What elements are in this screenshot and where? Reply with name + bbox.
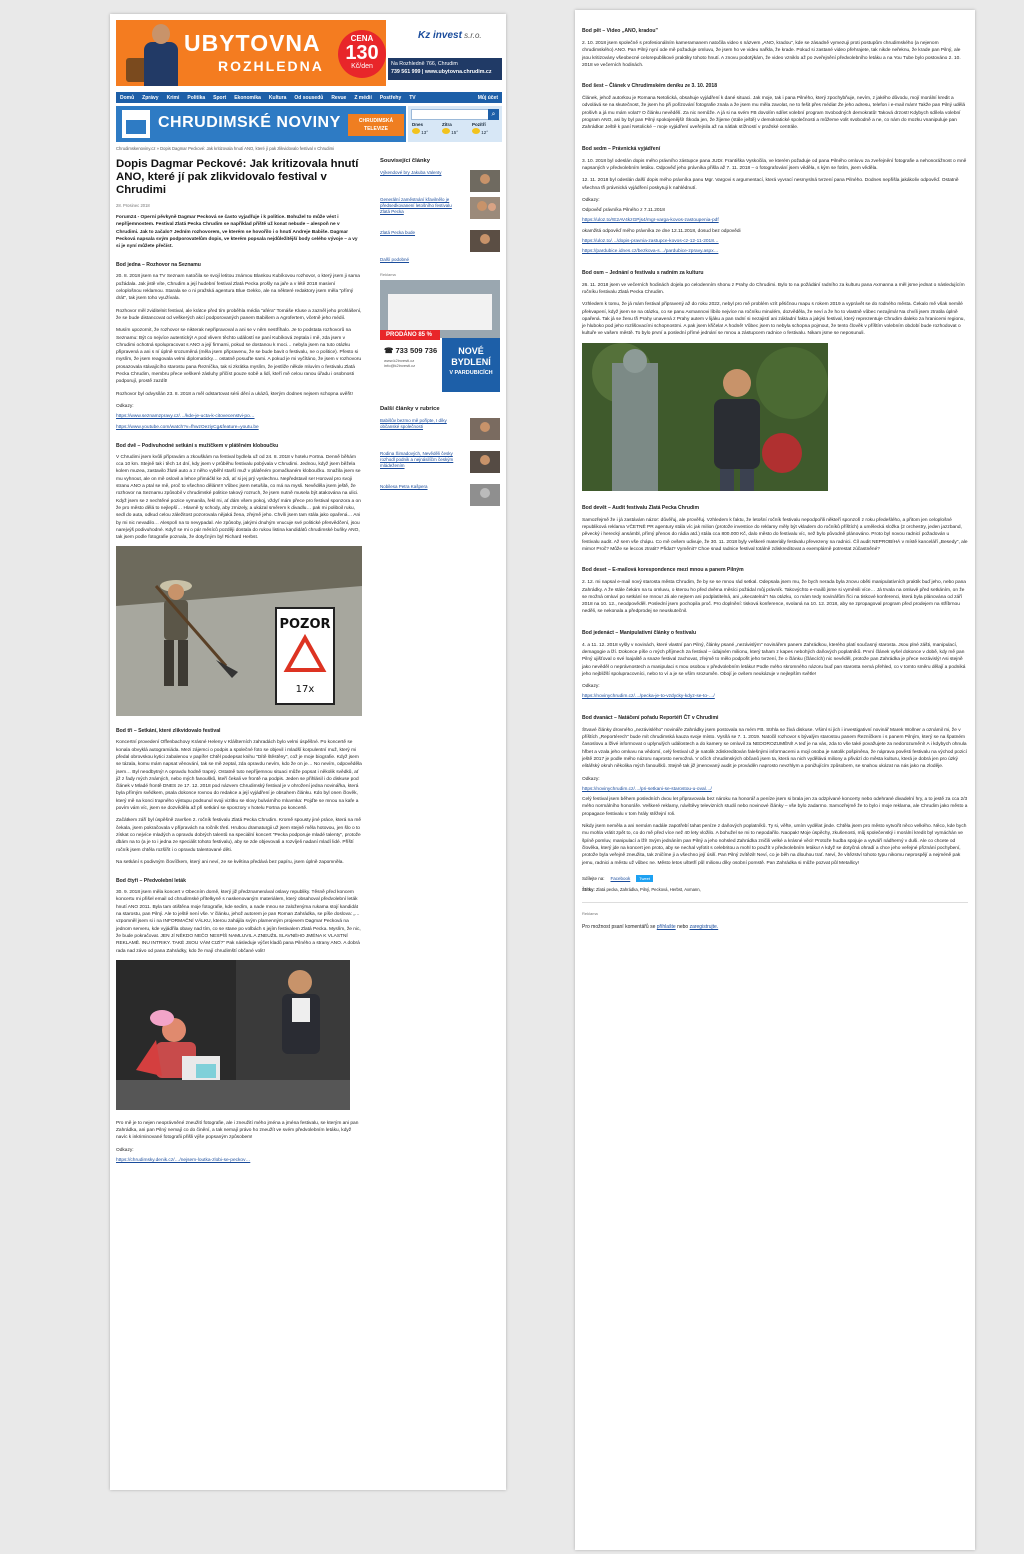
related-link[interactable]: Výkendové bry Jakuba Valenty bbox=[380, 170, 442, 175]
site-title: CHRUDIMSKÉ NOVINY bbox=[158, 114, 341, 131]
tags-list[interactable]: Zlatá pecka, Zahrádka, Pilný, Pecková, Herbst, Axmann, bbox=[595, 886, 701, 892]
ref-link[interactable]: https://www.seznamzpravy.cz/…/kde-je-ucta-k-citovecenstvi-po… bbox=[116, 414, 255, 420]
refs-label: Odkazy: bbox=[116, 403, 134, 409]
paragraph: 20. 8. 2018 jsem na TV Seznam natočila se svojí letitou známou Blankou Kubíkovou rozhovor, o který jsem ji sama požádala. Jak jistě víte, Chrudim a její hudební festival Zlatá Pecka prošly na jaře a v létě 2018 masivní celoplošnou reklamou. Starala se o ni pražská agentura Blue Gekko, ale na některé redaktory jsem měla "přímý drát", tak jsem toho využívala. bbox=[116, 274, 360, 302]
share-label: Sdílejte na: bbox=[582, 875, 605, 881]
nav-item[interactable]: Od sousedů bbox=[294, 94, 324, 101]
ref-link[interactable]: https://chrudimsky.denik.cz/…/nejsem-loutka-zlobi-se-peckov… bbox=[116, 1158, 251, 1163]
related-link[interactable]: Zlatá Pecka bude bbox=[380, 230, 416, 235]
refs-label: Odkazy: bbox=[582, 197, 600, 203]
facebook-share-link[interactable]: Facebook bbox=[610, 875, 631, 881]
related-title: Související články bbox=[380, 158, 430, 164]
paragraph: 12. 11. 2018 byl odeslán další dopis mého právníka panu Mgr. Vargovi s argumentací, která vyvrací nesmyslná tvrzení pana Pilného. Dodnes nepřišla jakákoliv odpověď. Ostatně všechna tři právnická vyjádření poskytuji k nahlédnutí. bbox=[582, 178, 959, 191]
weather-today: Dnes 13° bbox=[412, 122, 429, 135]
tags bbox=[582, 887, 968, 892]
related-thumbnail[interactable] bbox=[470, 170, 500, 192]
ref-text: okamžitá odpověď mého právníka ze dne 12.11.2018, dosud bez odpovědi bbox=[582, 228, 741, 234]
ref-link[interactable]: https://uloz.to/…/dopis-pravnia-zastupce-kovos-cz-12-11-2018… bbox=[582, 239, 719, 245]
ad-label: Reklama bbox=[380, 272, 396, 277]
sun-icon bbox=[412, 128, 420, 134]
ad-banner-person bbox=[144, 24, 178, 86]
refs-label: Odkazy: bbox=[582, 776, 600, 782]
login-link[interactable]: přihlašte bbox=[656, 923, 676, 930]
rubric-link[interactable]: Rodina Šimadových, Nevěděli česky rozhodl podnik a nejnásilíčm českým mládežením bbox=[380, 451, 454, 468]
section-heading: Bod devět – Audit festivalu Zlatá Pecka Chrudim bbox=[582, 504, 699, 511]
rubric-link[interactable]: Babišův bezmo mě pořípte, I díky občanské společnosti bbox=[380, 418, 447, 429]
nav-item[interactable]: Krimi bbox=[166, 94, 180, 101]
ad-banner-right bbox=[388, 20, 502, 86]
nav-item[interactable]: Domů bbox=[120, 94, 135, 101]
search-input[interactable] bbox=[411, 109, 489, 120]
related-item[interactable] bbox=[380, 197, 500, 225]
rubric-item[interactable] bbox=[380, 451, 500, 479]
ref-link[interactable]: https://pardubice.idnes.cz/bezkova-s…/pardubice-zpravy.aspx… bbox=[582, 249, 719, 255]
paragraph: Na setkání s podivným človíčkem, který ani neví, ze se květina předává bez papíru, jsem úplně zapomněla. bbox=[116, 859, 344, 865]
site-header bbox=[116, 106, 502, 142]
rubric-item[interactable] bbox=[380, 484, 500, 506]
photo-man-by-statue bbox=[582, 343, 828, 491]
search-weather-box bbox=[408, 106, 502, 142]
ad-sold-badge: PRODÁNO 85 % bbox=[380, 330, 440, 340]
tweet-button[interactable]: Tweet bbox=[636, 875, 653, 882]
paragraph: Vzhledem k tomu, že já mám festival připravený až do roku 2022, nebyl pro mě problém vzít pětičnou mapu s rokem 2019 a vyprávět se do rodného města. Čekalo mě však nemilé překvapení, když jsem se na otázku, co se panu Axmannovi líbilo nejvíce na ročníku minulém, dozvěděla, že neví a že ho to vlastně vůbec nezajímá! Na chvíli jsem ztratila úplně opařená. Tak já se ženu tři Prahy unavená z Prahy autem v lijáku a pan radní si nezajistí ani základní fakta a jakýsi festival, který reprezentuje Chrudim daleko za hranicemi regionu, je hluboko pod jeho rozlišovacími schopnostmi. A pak jsem křičela! A hodně! Vůbec jsem to nebyla schopna pojmout, že tento člověk v příštím volebním období bude rozhodovat o kultuře ve vašem městě. To bylo první a poslední přímé jednání se mnou a zástupcem radnice o festivalu. Nikam jsme se neposunuli. bbox=[582, 302, 965, 337]
paragraph: 26. 11. 2018 jsem ve večerních hodinách dojela po celodenním shonu z Prahy do Chrudimi. Bylo to na požádání radního za kulturu pana Axmanna a měl jsme jednat o následujícím ročníku festivalu Zlatá Pecka Chrudim. bbox=[582, 282, 965, 295]
section-heading: Bod čtyři – Předvolební leták bbox=[116, 878, 186, 885]
ad-contact: www.k2investi.cz info@k2investi.cz bbox=[384, 358, 416, 368]
rubric-title: Další články v rubrice bbox=[380, 406, 440, 412]
ad-nove-bydleni[interactable] bbox=[380, 272, 500, 392]
article-page-left bbox=[110, 14, 506, 1490]
article bbox=[116, 158, 362, 1167]
ad-title-box: NOVÉ BYDLENÍ V PARDUBICÍCH bbox=[442, 338, 500, 392]
newspaper-icon bbox=[122, 110, 150, 138]
paragraph: Koncertní provedení Offenbachovy Krásné Heleny v Klášterních zahradách bylo velmi úspěšné. Po koncertě se konala obvyklá autogramiáda. Mezi zájemci o podpis a společné foto se objevil i mladší korpulentní muž, který mi předal obrovskou kytici zabalenou v papíře! Chtěl podepsat knihu "Dítě štěstěny", což je moje biografie. Když jsem se tázala, komu mám napsat věnování, tak se mě zeptal, zda opravdu nevím, kdo že on je… No nevím, odpověděla jsem… Byl neodbytný! A opravdu hodně trapný. Ostatně tuto nepříjemnou situaci může popsat i několik svědků, ať již z řady mých známých, nebo mých fanoušků, kteří čekali ve frontě na podpis. Jeden se přihlásil i do diskuse pod článek v Mladé frontě DNES ze 17. 12. 2018 pod názvem Chrudimský festival je v ohrožení jedna novinářka, která byla přímým svědkem, psala dokonce rovnou do redakce a její vyjádření je obsahem článku. Kdo byl onen člověk, který mě na konci trapného výstupu podsunul svoji vizitku se slovy bulvárního mluvmka: Pojďte se mnou na kafe a povím vám víc, jsem se dozvěděla až při setkání se sponzory v hotelu Fortna po koncertě. bbox=[116, 740, 362, 812]
site-logo-bar[interactable] bbox=[116, 106, 406, 142]
paragraph: 2. 12. mi napsal e-mail nový starosta města Chrudim, že by se se mnou rád setkal. Odepsala jsem mu, že bych nerada byla znovu oběti manipulativních praktik buď jeho, nebo pana Zahrádky. A že stále čekám na tu omluvu, o kterou ho před dvěma měsíci požádal můj právník. Takovýchto e-mailů jsme si vyměnili více… Já trvala na omluvě před setkáním, on že se možná omluví po setkání se mnou! Já ale nejsem ani podplatitelná, ani „ukecatelná"! Na otázku, co mám tedy novinářům říci na tiskové konferenci, která byla plánována od září 2018 na 10. 12., neodpověděl. Poslední jsem pochopila proč. Pro doplnění: tisková konference, svolaná na 10. 12. 2018, aby se zpropagoval program před prodejem na stříbrnou neděli, se nekonala a předprodej se neuskutečnil. bbox=[582, 580, 966, 615]
rubric-link[interactable]: Nobilesa Petra Kašpera bbox=[380, 484, 428, 489]
tv-link[interactable]: CHRUDIMSKÁ TELEVIZE bbox=[348, 114, 404, 136]
ref-link[interactable]: https://novinychrudim.cz/…/pri-setkani-se-starostou-u-oval…/ bbox=[582, 786, 712, 792]
ad-banner-address: Na Rozhledně 766, Chrudim 739 561 999 | www.ubytovna.chrudim.cz bbox=[388, 58, 502, 80]
section-heading: Bod dvě – Podivuhodné setkání s mužíčkem v plátěném kloboučku bbox=[116, 442, 279, 449]
section-heading: Bod dvanáct – Natáčení pořadu Reportéři ČT v Chrudimi bbox=[582, 714, 719, 721]
tags-label: Štítky: bbox=[582, 886, 595, 892]
related-thumbnail[interactable] bbox=[470, 197, 500, 219]
search-icon[interactable]: ⌕ bbox=[488, 109, 499, 120]
divider bbox=[582, 902, 968, 903]
ref-text: Odpověď právníka Pilného z 7.11.2018 bbox=[582, 208, 665, 214]
section-heading: Bod deset – E-mailová korespondence mezi mnou a panem Pilným bbox=[582, 567, 744, 574]
sun-icon bbox=[472, 128, 480, 134]
section-heading: Bod šest – Článek v Chrudimském deníku ze 3. 10. 2018 bbox=[582, 83, 718, 90]
article-continued bbox=[582, 28, 968, 930]
ref-link[interactable]: https://uloz.to/!E2AV4kzGPjs4/mgr-varga-kovos-zastoupenia-pdf bbox=[582, 218, 719, 224]
related-item[interactable] bbox=[380, 230, 500, 252]
weather-after-tomorrow: Pozítří 12° bbox=[472, 122, 489, 135]
ad-banner-title: UBYTOVNA bbox=[184, 30, 321, 56]
paragraph: 3. 10. 2018 byl odeslán dopis mého právního zástupce pana JUDr. Františka Vyskočila, ve kterém požaduje od pana Pilného omluvu za zveřejnění fotografie a nehonorážnost o mně napsaných v předvolebním letáku. Odpověď jeho právníka přišla až 7. 11. 2018 – o fotografování jsem věděla, s kým se fotím, jsem věděla. bbox=[582, 158, 967, 171]
paragraph: 4. a 11. 12. 2018 vyšly v novinách, které vlastní pan Pilný, články psané „nezávislým" novinářem panem Zahrádkou, kterého platí současný starosta. Jsou plné zášti, manipulací, demagogie a lží. Dokonce píše o mých příjmech za festival – údajném milionu, který taham z kapes nebohých daňových poplatníků. První článek vyšel dokonce v době, kdy mě pan Pilný ujišťoval o své loajalitě a snaze festival zachovat, zřejmě to mělo podpořit jeho tvrzení, že o článku (článcích) nic nevěděl, protože pan Zahrádka je přece nezávislý! Asi stejně jako nevěděl o neprávnostech a manipulaci s mou osobou v předvolebním letáku! Podle mého skromného názoru buď pan starosta nemá přehled, co v tomto směru dělají a podniká jeho nejbližší spolupracovníci, nebo to ví a je se vším srozuměn. Obojí je ovšem neukázuje v nejlepším světle! bbox=[582, 642, 966, 677]
ref-link[interactable]: https://www.youtube.com/watch?v=fhwzOeziyCg&feature=youtu.be bbox=[116, 424, 259, 430]
sign-text: POZOR bbox=[279, 617, 331, 633]
rubric-thumbnail[interactable] bbox=[470, 484, 500, 506]
section-heading: Bod tři – Setkání, které zlikvidovalo festival bbox=[116, 728, 221, 735]
ad-banner-subtitle: ROZHLEDNA bbox=[218, 58, 324, 74]
main-nav bbox=[116, 92, 502, 103]
paragraph: Rozhovor byl odvysílán 23. 8. 2018 a měl odstartovat sérii dění a ukázů, kterým dodnes nejsem schopna uvěřit! bbox=[116, 391, 353, 397]
related-link[interactable]: Generální zaměstnání křavilnělo je předsedkovanení letošního festivalu Zlatá Pecka bbox=[380, 197, 452, 214]
register-link[interactable]: zaregistrujte. bbox=[689, 923, 719, 930]
ad-banner-ubytovna[interactable] bbox=[116, 20, 502, 86]
nav-item[interactable]: Zprávy bbox=[142, 94, 159, 101]
section-heading: Bod osm – Jednání o festivalu s radním za kulturu bbox=[582, 269, 704, 276]
paragraph: Nikdy jsem neměla a ani nemám nadále zapotřebí tahat peníze z daňových poplatníků. Ty si, věřte, umím vydělat jinde. Chtěla jsem pro město vytvořit něco velkého. Něco, kde bych mu mohla vrátit zpět to, co do mě před více než 40 lety vložilo. A bohužel se mi to nepodařilo. Naopak! Moje úspěchy, zkušenosti, můj společenský i morální kredit byl vymáchán ve špíně pomluv, manipulací a lží! Svým jednáním pan Pilný a jeho nohsled Zahrádka zničili velké a krásné věci! Protože hudba spojuje a vytváří nádherný v duši. Ale co chcete od člověka, který jde na koncert jen proto, aby se nechal vyfotit s celebritou a mohl to použít v předvolebním letáku! A když se dotyčná ohradí a chce jeho veřejné přiznání pochybení, protože byla veřejně zneužita, tak zničíme ji a všechno její úsilí. Pan Pilný zvítězil! Neví, co je běh na dlouhou trať. Neví, že vítězství tohoto typu nikomu neprospějí a nejméně pak jemu, radnici a městu už vůbec ne. Město letos uštetří půl milionu díky osobní pomstě. Pan Zahrádka si může pozvat půl Metallicy! bbox=[582, 824, 967, 866]
more-similar-link[interactable]: Další podobné bbox=[380, 257, 410, 262]
paragraph: Štvavé články drovného „nezávislého" novináře Zahrádky jsem postovala na mém FB. Strhla se živá diskuse. Všiml si jich i investigativní novinář Marek Wollner a oznámil mi, že v příštích „Reportérech" bude mít chrudimská kauza svoje místo. Vysílá se 7. 1. 2019. Natočil rozhovor s bývalým starostou panem Řezníčkem i s panem Pilným, který se na špatném časoslovu a lživé informovat o uplynulých událostech a do kamery se omluvil za NEDOROZUMĚNÍ! A teď je na vás, zda to vše také považujete za nedorozumění! A i kdybych ohnula hřbet a vzala jeho omluvu na vědomí, celý festival už je natolik zdiskreditován falešnými informacemi a mojí osoba je natolik pošpiněna, že nápravа pověsti festivalu na východ pozicí ještě 2017 je podle mého názoru naprosto nemožná. V očích chrudimských občanů jsem ta, která na nich vydělává miliony a přivází do města kulturu, která je dobrá jen pro úzký elitářský okruh několika mých fanoušků. Stejně tak již jmenovaný audit je prováděn naprosto nevzhlym a ponižujícím způsobem, se snahou ukázat na nás jako na zloděje. bbox=[582, 727, 968, 770]
ad-banner-price-badge: CENA 130 Kč/den bbox=[338, 30, 386, 78]
rubric-thumbnail[interactable] bbox=[470, 418, 500, 440]
nav-item[interactable]: Ekonomika bbox=[234, 94, 261, 101]
related-thumbnail[interactable] bbox=[470, 230, 500, 252]
related-item[interactable] bbox=[380, 170, 500, 192]
paragraph: Začátkem září byl úspěšně završen 2. ročník festivalu Zlatá Pecka Chrudim. Kromě spousty jiné práce, která na mě čekala, jsem pokračovala v přípravách na ročník třetí. Hrubou dramaturgii už jsem stejně měla hotovou, jen šlo o to získat co nejvíce mladých a opravdu dobrých talentů na speciální koncert "Pecka podporuje mladé talenty", protože dbám na to (a je to i jedna ze speciálit tohoto festivalu), aby se zde objevovali a rozvíjeli nadaní mladí lidé. Příští ročník jsem chtěla rozšířit i o opravdu talentované děti. bbox=[116, 818, 362, 853]
nav-item[interactable]: TV bbox=[409, 94, 416, 101]
nav-item[interactable]: Kultura bbox=[268, 94, 287, 101]
paragraph: Rozhovor měl zviditelnit festival, ale krátce před tím proběhla média "aféra" Tomáše Kluse a zazněl jeho prohlášení, že se bude distancovat od veškerých akcí podporovaných panem Babišem a Agrofertem, včetně jeho médií. bbox=[116, 308, 362, 321]
article-lead: Forum24 - Operní pěvkyně Dagmar Pecková se často vyjadřuje i k politice. Bohužel to může vést i nepříjemnostem. Festival Zlatá Pecka Chrudim se například příště už konat nebude – alespoň ne v Chrudimi. Jak to začalo? Jedním rozhovorem, ve kterém se hovořilo i o hnutí Andreje Babiše. Dagmar Pecková napsala svým podporovatelům dopis, ve kterém popsala nejdůležitější body celého vývoje – a vy si je nyní můžete přečíst. bbox=[116, 215, 358, 250]
ad-label: Reklama bbox=[582, 910, 598, 916]
nav-item[interactable]: Politika bbox=[187, 94, 206, 101]
paragraph: Celý festival jsem během posledních dvou let připravovala bez nároku na honorář a peníze jsem si brala jen za odzpívané koncerty nebo odehrané divadelní hry, a to jestě za cca 2/3 mého normálního honoráře. Veškeré reklamy, návštěvy televizních studií nebo novinové články – vše bylo zadarmo. Samozřejmě že to bylo i moje reklama, ale Chrudim jako město a propagace festivalu v tom hrály stěžejní roli. bbox=[582, 797, 968, 817]
paragraph: Pro mě je to nejen neoprávněné zneužití fotografie, ale i zneužití mého jména a jména festivalu, se kterým ani pan Zahrádka, ani pan Pilný nemají co do činění, a tak nemají právo ho zneužít ve svém předvolebním letáku, když navíc k inkriminované fotografii přišli výše popsaným způsobem! bbox=[116, 1120, 359, 1141]
article-title: Dopis Dagmar Peckové: Jak kritizovala hnutí ANO, které jí pak zlikvidovalo festival v Chrudimi bbox=[116, 158, 359, 196]
refs-label: Odkazy: bbox=[116, 1147, 134, 1153]
sign-count: 17x bbox=[295, 684, 315, 696]
paragraph: 2. 10. 2018 jsem společně s profesionálním kameramanem natočila video s názvem „ANO, kradou", kde se zásadně vymezuji proti postupům chrudimského (a nejenom chrudimského) ANO. Pan Pilný nyní ode mě požaduje omluvu, že jsem ho ve videu nařkla, že krade. Pokud si zastané video přehrajete, tak nikde neřeknu, že krade pan Pilný, ale jsou kritizovány všeobecné celorepublikové praktiky tohoto hnutí. A znovu podotýkám, že video vzniklo až po zveřejnění předvolebního letáku a na You Tube bylo postováno 2. 10. 2018 ve večerních hodinách. bbox=[582, 41, 961, 68]
section-heading: Bod jedenáct – Manipulativní články o festivalu bbox=[582, 629, 697, 636]
paragraph: Článek, jehož autorkou je Romana Netolická, obsahuje vyjádření k dané situaci. Jak moje, tak i pana Pilného, který zpochybňuje, nevím, z jakého důvodu, mojí morální kredit a odvolává se na skutečnost, že jsem ho při pořizování fotografie znala a že jsem mu měla zavolat, ne to fešit přes média! Že jeho adresu, telefon i e-mail mám! Takže pan Pilný udělá prošivh a já mu mám volat? O článku nevědělí. Za nic nemůže. A já si na svém FB dovolím sdílet volební program Svobodných demokratů! Taková drzost! Kdybych sdílela volební program ANO, asi by byl pan Pilný spokojenější! Škoda jen, že žijeme (stále ještě) v demokratické společnosti a můžeme volit svobodně a ne, co nám do mozku vnanipuluje pan Zahrádka! Ještě k paní Netolické – moje vyjádření uveřejnila až na nátlak stížností v pražské centrále. bbox=[582, 96, 966, 131]
refs-label: Odkazy: bbox=[582, 684, 600, 690]
weather-tomorrow: Zítra 15° bbox=[442, 122, 459, 135]
paragraph: Musím upozornit, že rozhovor se nikterak nepřipravoval a ani se v něm nestříhalo. Je to podstata rozhovorů na Seznamu: Být co nejvíce autentický! A pod vlivem těchto událostí se paní Kubíková zeptala i mě, zda jsem v Chrudimi ochotná spolupracovat s ANO a její firmami, pokud se dostanou k moci… nebyla jsem na tuto otázku připravená a ani s ní úplně srozuměná (měla jsem připravenu, že se bude bavit o festivalu, ne o politice). Přesto si myslím, že jsem reagovala velmi diplomaticky… ostatně posuďte sami. A pokud je mi vyčítáno, že jsem v rozhovoru prosazovala stávajícího starostu pana Řezníčka, tak si zkrátka myslím, že jestliže někde mluvím o festivalu Zlatá Pecka Chrudim, membru přece veškeré zásluhy přičíst pouze sobě a lidí, kteří mě celou ranou úřadu i osobnosti podporují, prostě zazdít! bbox=[116, 328, 362, 385]
sun-icon bbox=[442, 128, 450, 134]
rubric-item[interactable] bbox=[380, 418, 500, 446]
comment-login-prompt: Pro možnost psaní komentářů se přihlašte nebo zaregistrujte. bbox=[582, 923, 719, 930]
sidebar bbox=[380, 158, 500, 511]
article-date: 28. Prosinec 2018 bbox=[116, 203, 150, 208]
paragraph: Samozřejmě že i já zastávám názor: důvěřuj, ale prověřuj. Vzhledem k faktu, že letošní ročník festivalu nepodpořili někteří sponzoři z roku předešlého, a přitom jen celoplošné republiková reklama VČETNĚ PR agentury stála víc jak milion (protože investice do reklamy měly být vkladem do ročníků příštích) a umělecká složka (2 orchestry, jeden jazzband, pěvecký i herecký ansámbl, přímý přenos do rádia atd.) stála cca 800.000 Kč, dalo město do festivalu víc, než bylo původně plánováno. Proto byl novou radnicí požadován u festivalu audit. Až sem vše chápu. Co mě ovšem udivuje, že 30. 11. 2018 byly veškeré materiály festivalu převezeny na radnici. Číl audit NEPROBÍHÁ v místě kanceláří „Besedy", ale mimo! Proč? Může se leccos ztratit? Přidat? Vyměnit? Choe snad radnice festival totálně zdiskreditovat a exemplárně potrestat zúčastněné? bbox=[582, 517, 968, 552]
rubric-thumbnail[interactable] bbox=[470, 451, 500, 473]
section-heading: Bod jedna – Rozhovor na Seznamu bbox=[116, 262, 201, 269]
nav-item[interactable]: Postřehy bbox=[379, 94, 402, 101]
section-heading: Bod pět – Video „ANO, kradou" bbox=[582, 28, 658, 34]
share-bar bbox=[582, 875, 968, 882]
paragraph: 30. 9. 2018 jsem měla koncert v Obecním domě, který již předznamenával oslavy republiky. Těsně před koncem koncertu mi přišel email od chrudimské přítelkyně s naskenovaným materiálem, který obsahoval předvolební leták hnutí ANO 2011. Byla tam otištěna moje fotografie, kde sedím, a nade mnou se založenýma rukama stojí kandidát na starostu, pan Pilný. Ale to ještě není vše. V článku, jehož autorem je pan Roman Zahrádka, se píše doslova: „…vzpomněl jsem si i na INFORMAČNÍ VÁLKU, kterou zahájila svým plamenným projevem Dagmar Pecková na jednom serveru, kde vyjádřila obavy nad tím, co se stane po volbách s jejím festivalem Zlatá Pecka. Myslím, že nic, že bude pokračovat. JEN JÍ NĚKDO NEČO NESPÍŠ NAMLUVIL A ZNEUŽIL SLAVNÉHO JMÉNA K VLASTNÍ REKLAMĚ. INU INTRIKY. TAKÉ JSOU VÁM CIZÍ?" Pak následuje výčet kladů pana Pilného a strany ANO. A dobrá rada nad závo od pana Zahrádky, kdo že mají chrudimští občané volit! bbox=[116, 890, 361, 954]
photo-leaflet-pecková-pilný bbox=[116, 960, 350, 1110]
article-page-right bbox=[575, 10, 975, 1550]
nav-item[interactable]: Z médií bbox=[354, 94, 372, 101]
nav-item[interactable]: Sport bbox=[213, 94, 227, 101]
photo-man-with-pickaxe bbox=[116, 546, 362, 716]
ref-link[interactable]: https://novinychrudim.cz/…/pecka-je-to-vzdycky-kdyz-se-to-…/ bbox=[582, 694, 715, 700]
nav-item[interactable]: Revue bbox=[331, 94, 347, 101]
breadcrumb[interactable]: Chrudimskenoviny.cz » Dopis Dagmar Peckové: Jak kritizovala hnutí ANO, které jí pak zlikvidovalo festival v Chrudimi bbox=[116, 146, 334, 151]
paragraph: V Chrudimi jsem kvůli přípravám a zkouškám na festival bydlela už od 24. 8. 2018 v hotelu Fortna. Denně běhám cca 10 km. Stejně tak i těch 14 dní, kdy jsem v průběhu festivalu pobývala v Chrudimi. Jednou, když jsem běžela kolem muzea, zastavilo žluté auto a z něho vyběhl starší muž v plátěném pomačkaném kloboučku. Snažila jsem se mu vyhnout, ale on mě oslovil a lehce přimáčkl ke zdi, ať si jej prý vyslechnu. Nepředstavil se! Horoval pro svoji stranu ANO a ptal se mě, proč to všechno dělám!!! Vůbec jsem netušila, co má na mysli. Nevěděla jsem ještě, že rozhovor na Seznamu způsobil v chrudimské politice takový rozruch, že jsem nutně musela být atakována na ulici. Když jsem se z nechtěné pozice vymanila, řekl mi, ať dám všem pokoj, vždyť mám přece pro festival sponzora a on že pro město dělá to nejlepší… Hlavně ty schody, aby zmizely, a ukázal směrem k divadlu… pak mi poliboil ruku, sedl do auta, odkud celou záležitost pozorovala nějaká žena, zřejmě jeho. Chvíli jsem tam stála jako opařená… Ani by mi nic nevadilo… Alespoň na to nevypadal. Ale způsoby, jakými dnuhým vnucuje své politické přesvědčení, jsou narejvýš podivuhodné. Když se mi o pár měsíců později dostala do rukou listina kandidátů chrudimské buňky ANO, tak jsem podle fotografie poznala, že dotyčným byl Richard Herbst. bbox=[116, 454, 361, 541]
ad-phone: ☎ 733 509 736 bbox=[384, 346, 438, 355]
kz-invest-logo: Kz invest s.r.o. bbox=[418, 30, 482, 41]
nav-item[interactable]: Můj účet bbox=[477, 94, 498, 101]
section-heading: Bod sedm – Právnická vyjádření bbox=[582, 145, 661, 152]
